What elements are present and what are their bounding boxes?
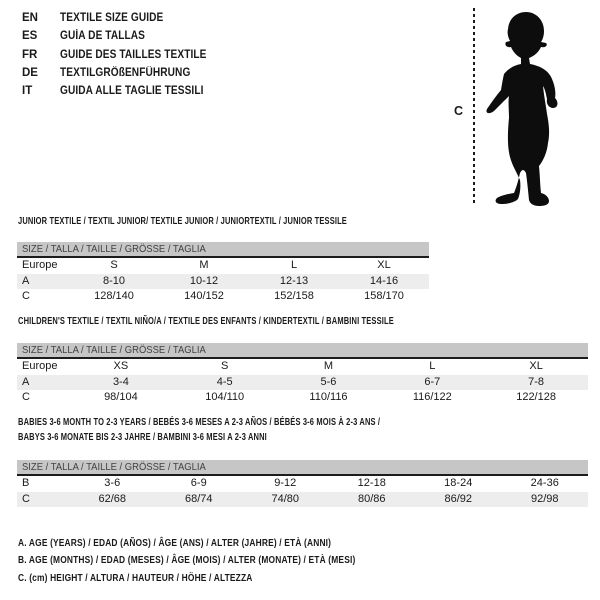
language-title: GUIDA ALLE TAGLIE TESSILI — [60, 85, 204, 98]
table-cell: 24-36 — [530, 477, 559, 489]
table-cell: 140/152 — [184, 290, 224, 302]
table-cell: 74/80 — [271, 492, 300, 505]
table-cell: 86/92 — [444, 492, 473, 505]
table-cell: 4-5 — [216, 375, 233, 388]
language-title: TEXTILGRÖßENFÜHRUNG — [60, 67, 191, 80]
language-code: IT — [22, 85, 33, 98]
row-label: Europe — [22, 360, 58, 372]
table-cell: 12-18 — [357, 477, 386, 489]
table-row-europe — [17, 359, 588, 375]
section-title-babies — [18, 416, 380, 445]
table-cell: 68/74 — [184, 492, 213, 505]
row-label: A — [22, 375, 30, 388]
table-cell: 3-4 — [112, 375, 129, 388]
table-cell: 18-24 — [444, 477, 473, 489]
table-cell: 10-12 — [189, 274, 219, 287]
table-cell: 158/170 — [364, 290, 404, 302]
section-title-babies-line1: BABIES 3-6 MONTH TO 2-3 YEARS / BEBÉS 3-6 MESES A 2-3 AÑOS / BÉBÉS 3-6 MOIS À 2-3 ANS / — [18, 417, 381, 428]
size-header-bar — [17, 242, 429, 258]
row-label: C — [22, 492, 30, 505]
language-code: ES — [22, 30, 38, 43]
row-label: B — [22, 477, 30, 489]
table-cell: S — [110, 259, 118, 271]
language-row-fr — [22, 46, 227, 64]
note-height: C. (cm) HEIGHT / ALTURA / HAUTEUR / HÖHE / ALTEZZA — [18, 571, 253, 584]
row-label: C — [22, 290, 30, 302]
size-header-label: SIZE / TALLA / TAILLE / GRÖSSE / TAGLIA — [22, 344, 206, 356]
table-cell: XL — [377, 259, 391, 271]
table-row-europe — [17, 258, 429, 274]
language-code: EN — [22, 12, 38, 25]
measure-label-c: C — [454, 104, 464, 118]
table-row-c — [17, 289, 429, 305]
language-row-es — [22, 27, 227, 45]
table-row-c — [17, 390, 588, 406]
table-cell: 5-6 — [320, 375, 337, 388]
size-header-bar — [17, 460, 588, 476]
table-row-a — [17, 375, 588, 391]
size-header-bar — [17, 343, 588, 359]
row-label: Europe — [22, 259, 58, 271]
baby-silhouette-icon — [483, 10, 567, 208]
language-code: DE — [22, 67, 38, 80]
table-cell: 8-10 — [102, 274, 126, 287]
table-cell: 12-13 — [279, 274, 309, 287]
babies-size-table — [17, 460, 588, 507]
table-cell: 80/86 — [357, 492, 386, 505]
table-cell: 9-12 — [274, 477, 297, 489]
language-list — [22, 9, 227, 100]
table-cell: 3-6 — [104, 477, 121, 489]
height-dotted-line — [473, 8, 475, 206]
language-title: TEXTILE SIZE GUIDE — [60, 12, 164, 25]
table-cell: 128/140 — [94, 290, 134, 302]
table-cell: 110/116 — [309, 391, 348, 403]
language-row-it — [22, 82, 227, 100]
table-cell: 152/158 — [274, 290, 314, 302]
table-cell: L — [290, 259, 298, 271]
table-cell: L — [429, 360, 436, 372]
junior-size-table — [17, 242, 429, 305]
table-cell: 7-8 — [528, 375, 545, 388]
size-header-label: SIZE / TALLA / TAILLE / GRÖSSE / TAGLIA — [22, 461, 206, 473]
section-title-children: CHILDREN'S TEXTILE / TEXTIL NIÑO/A / TEXTILE DES ENFANTS / KINDERTEXTIL / BAMBINI TESSILE — [18, 316, 394, 327]
table-row-c — [17, 492, 588, 508]
table-cell: M — [199, 259, 209, 271]
language-title: GUÍA DE TALLAS — [60, 30, 146, 43]
section-title-junior: JUNIOR TEXTILE / TEXTIL JUNIOR/ TEXTILE JUNIOR / JUNIORTEXTIL / JUNIOR TESSILE — [18, 216, 347, 227]
table-cell: 92/98 — [530, 492, 559, 505]
row-label: A — [22, 274, 30, 287]
table-cell: S — [221, 360, 229, 372]
table-cell: 62/68 — [98, 492, 127, 505]
language-row-de — [22, 64, 227, 82]
table-cell: 6-7 — [424, 375, 441, 388]
table-cell: 116/122 — [412, 391, 452, 403]
table-row-b — [17, 476, 588, 492]
table-cell: 6-9 — [190, 477, 207, 489]
table-cell: 104/110 — [205, 391, 245, 403]
row-label: C — [22, 391, 30, 403]
section-title-babies-line2: BABYS 3-6 MONATE BIS 2-3 JAHRE / BAMBINI 3-6 MESI A 2-3 ANNI — [18, 431, 267, 443]
language-code: FR — [22, 48, 38, 61]
table-cell: M — [323, 360, 334, 372]
children-size-table — [17, 343, 588, 406]
size-header-label: SIZE / TALLA / TAILLE / GRÖSSE / TAGLIA — [22, 243, 206, 255]
table-cell: 98/104 — [104, 391, 138, 403]
legend-notes — [18, 535, 440, 587]
table-cell: XS — [113, 360, 129, 372]
note-age-years: A. AGE (YEARS) / EDAD (AÑOS) / ÂGE (ANS) / ALTER (JAHRE) / ETÀ (ANNI) — [18, 537, 332, 549]
table-cell: 122/128 — [516, 391, 556, 403]
table-row-a — [17, 274, 429, 290]
note-age-months: B. AGE (MONTHS) / EDAD (MESES) / ÂGE (MOIS) / ALTER (MONATE) / ETÀ (MESI) — [18, 554, 356, 567]
language-row-en — [22, 9, 227, 27]
table-cell: 14-16 — [369, 274, 399, 287]
language-title: GUIDE DES TAILLES TEXTILE — [60, 48, 207, 61]
table-cell: XL — [529, 360, 543, 372]
